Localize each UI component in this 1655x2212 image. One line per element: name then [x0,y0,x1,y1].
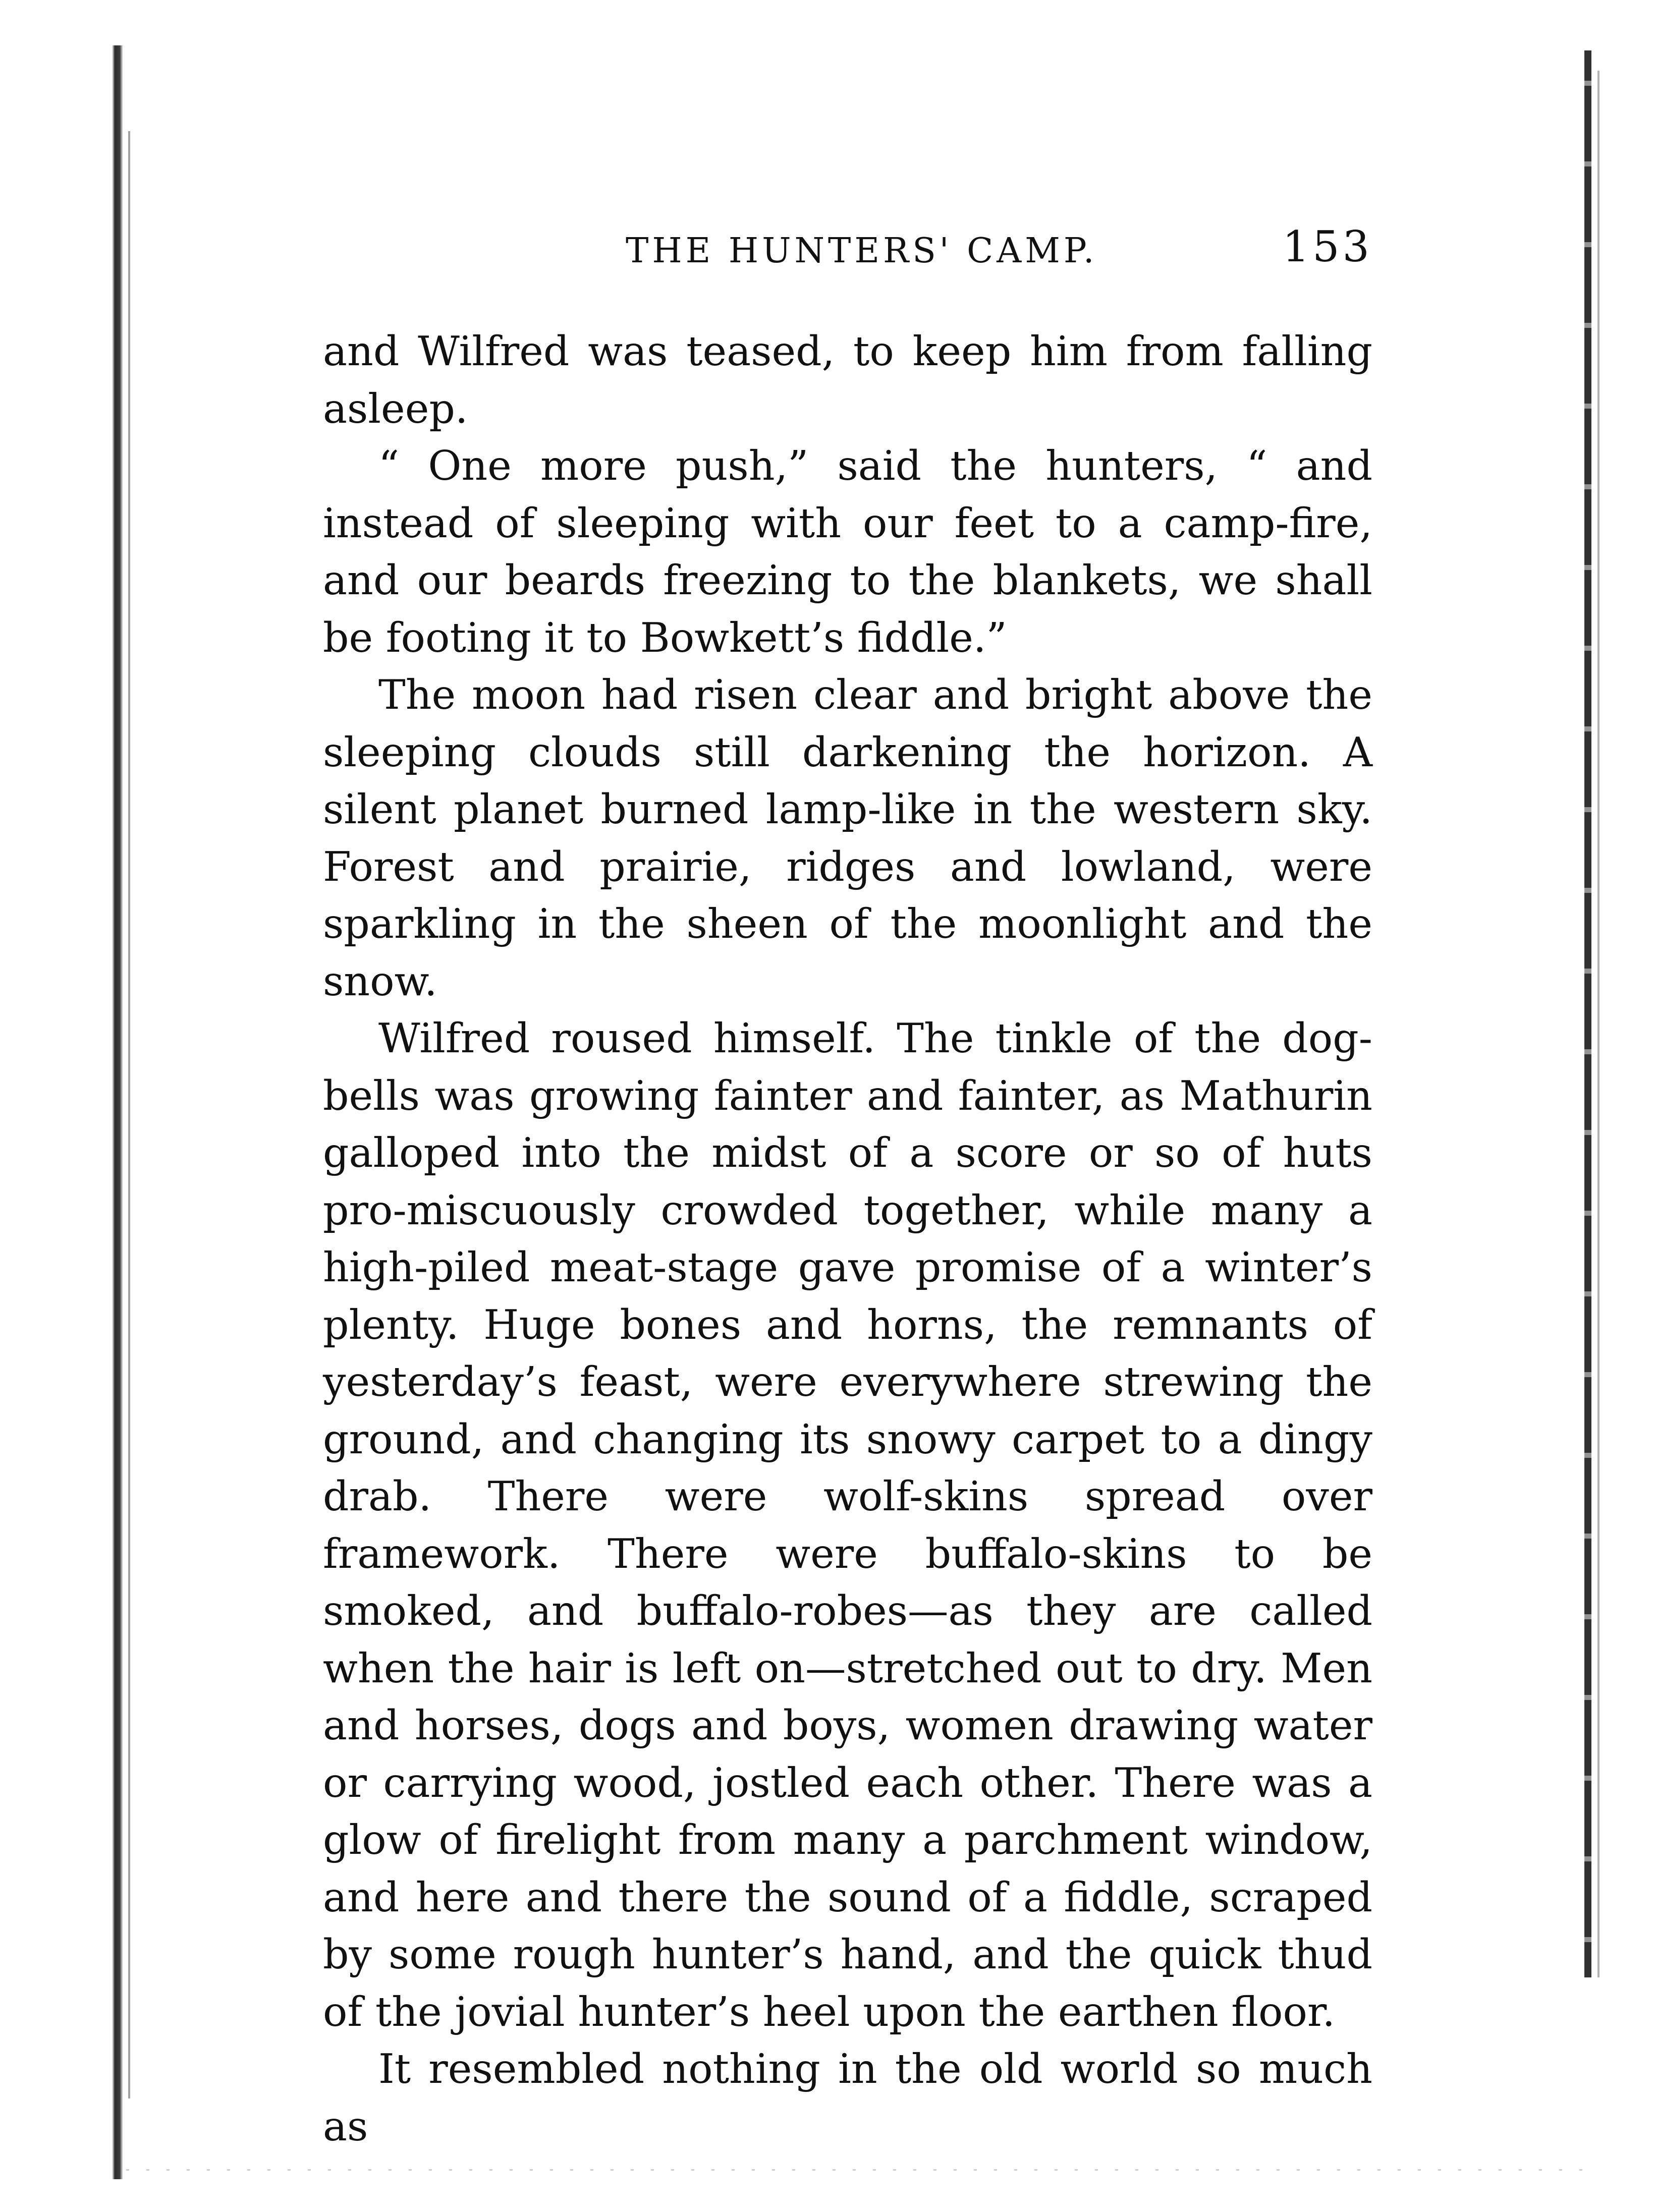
running-title: THE HUNTERS' CAMP. [626,231,1098,271]
running-head [323,222,1372,277]
left-binding-shadow [128,131,130,2098]
page-number: 153 [1282,222,1372,271]
paragraph-5: It resembled nothing in the old world so much as [323,2045,1372,2150]
left-binding-edge [112,45,123,2179]
paragraph-1: and Wilfred was teased, to keep him from falling asleep. [323,327,1372,432]
paragraph-3: The moon had risen clear and bright above the sleeping clouds still darkening the horizon. A silent planet burned lamp-like in the western sky. Forest and prairie, ridges and lowland, were sparkling in the sheen of the moonlight and the snow. [323,671,1372,1005]
paragraph-2: “ One more push,” said the hunters, “ and instead of sleeping with our feet to a camp-fire, and our beards freezing to the blankets, we shall be footing it to Bowkett’s fiddle.” [323,442,1372,661]
paragraph-4: Wilfred roused himself. The tinkle of the dog-bells was growing fainter and fainter, as Mathurin galloped into the midst of a score or so of huts pro-miscuously crowded together, while many a high-piled meat-stage gave promise of a winter’s plenty. Huge bones and horns, the remnants of yesterday’s feast, were everywhere strewing the ground, and changing its snowy carpet to a dingy drab. There were wolf-skins spread over framework. There were buffalo-skins to be smoked, and buffalo-robes—as they are called when the hair is left on—stretched out to dry. Men and horses, dogs and boys, women drawing water or carrying wood, jostled each other. There was a glow of firelight from many a parchment window, and here and there the sound of a fiddle, scraped by some rough hunter’s hand, and the quick thud of the jovial hunter’s heel upon the earthen floor. [323,1014,1372,2035]
bottom-scan-dust [126,2169,1589,2171]
right-binding-edge [1584,50,1591,1977]
right-binding-shadow [1597,71,1599,1977]
body-text [323,323,1372,2155]
